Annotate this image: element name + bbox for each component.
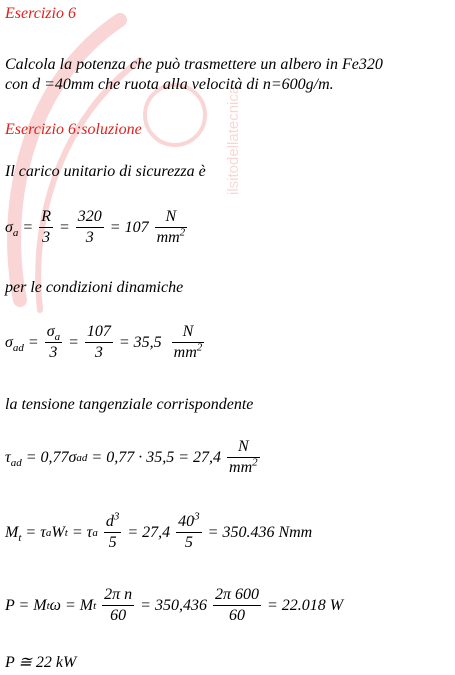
- watermark-text: ilsitodellatecnica: [225, 85, 242, 195]
- exercise-title: Esercizio 6: [5, 5, 76, 22]
- eq1-lhs: $\sigma_a$: [5, 218, 19, 239]
- eq3-unit: $\frac{N}{mm^2}$: [229, 438, 258, 476]
- equation-power: P = M t ω = M t $\frac{\text{2π n}}{60}$ = 350,436 $\frac{2\pi 600}{60}$ = 22.018 W: [5, 586, 344, 624]
- eq4-lhs: $M_t$: [5, 523, 22, 544]
- eq3-lhs: $\tau_{ad}$: [5, 448, 22, 469]
- eq4-fraction-1: $\frac{d^3}{5}$: [105, 510, 120, 551]
- eq5-fraction-2: $\frac{2\pi 600}{60}$: [214, 586, 259, 624]
- text-carico: Il carico unitario di sicurezza è: [5, 163, 206, 180]
- eq1-fraction-1: $\frac{R}{3}$: [41, 208, 51, 246]
- equation-sigma-ad: $\sigma_{ad}$ = $\frac{\sigma_a}{3}$ = $\frac{107}{3}$ = 35,5 $\frac{N}{mm^2}$: [5, 323, 203, 361]
- eq2-lhs: $\sigma_{ad}$: [5, 333, 24, 354]
- eq4-fraction-2: $\frac{40^3}{5}$: [178, 510, 200, 551]
- watermark-logo: [0, 0, 260, 320]
- eq2-fraction-1: $\frac{\sigma_a}{3}$: [46, 323, 61, 361]
- final-result: P ≅ 22 kW: [5, 654, 77, 671]
- eq2-fraction-2: $\frac{107}{3}$: [86, 323, 111, 361]
- problem-line-1: Calcola la potenza che può trasmettere un albero in Fe320: [5, 56, 383, 73]
- equation-tau-ad: $\tau_{ad}$ = 0,77σ ad = 0,77 · 35,5 = 27,4 $\frac{N}{mm^2}$: [5, 438, 258, 476]
- equation-sigma-a: $\sigma_a$ = $\frac{R}{3}$ = $\frac{320}{3}$ = 107 $\frac{N}{mm^2}$: [5, 208, 186, 246]
- equation-mt: $M_t$ = τ a W t = τ a $\frac{d^3}{5}$ = 27,4 $\frac{40^3}{5}$ = 350.436 Nmm: [5, 510, 313, 551]
- eq1-fraction-2: $\frac{320}{3}$: [77, 208, 102, 246]
- problem-line-2: con d =40mm che ruota alla velocità di n=600g/m.: [5, 76, 334, 93]
- text-tensione: la tensione tangenziale corrispondente: [5, 396, 254, 413]
- eq5-fraction-1: $\frac{\text{2π n}}{60}$: [104, 586, 133, 624]
- solution-title: Esercizio 6:soluzione: [5, 121, 142, 138]
- eq2-unit: $\frac{N}{mm^2}$: [173, 323, 203, 361]
- eq1-unit: $\frac{N}{mm^2}$: [156, 208, 186, 246]
- text-dinamiche: per le condizioni dinamiche: [5, 279, 184, 296]
